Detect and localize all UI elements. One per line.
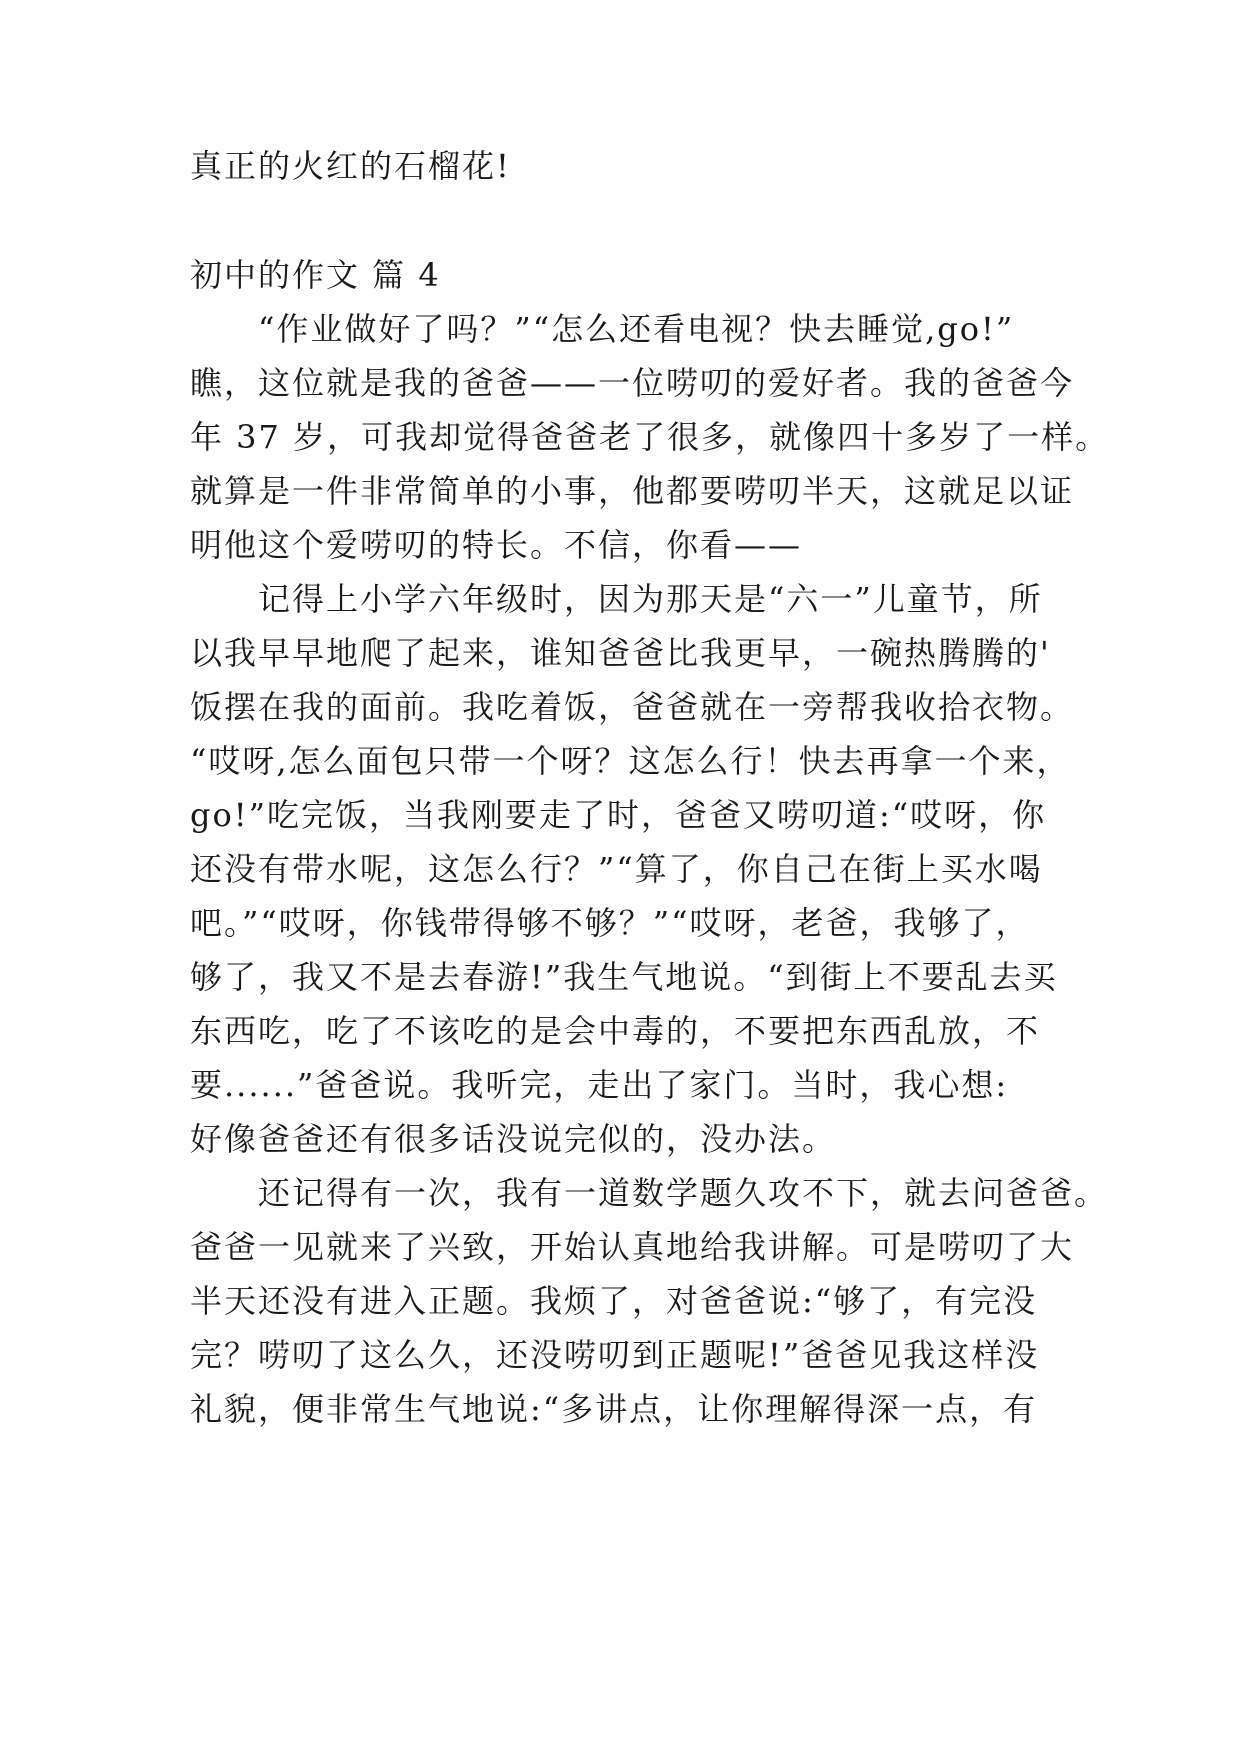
text-line: 要......”爸爸说。我听完，走出了家门。当时，我心想:: [190, 1066, 1009, 1104]
text-line: 好像爸爸还有很多话没说完似的，没办法。: [190, 1120, 837, 1158]
text-line: 以我早早地爬了起来，谁知爸爸比我更早，一碗热腾腾的': [190, 634, 1051, 672]
text-line: go!”吃完饭，当我刚要走了时，爸爸又唠叨道:“哎呀，你: [190, 796, 1047, 834]
text-line: 瞧，这位就是我的爸爸——一位唠叨的爱好者。我的爸爸今: [190, 364, 1075, 402]
text-line: 半天还没有进入正题。我烦了，对爸爸说:“够了，有完没: [190, 1282, 1038, 1320]
text-line: 够了，我又不是去春游!”我生气地说。“到街上不要乱去买: [190, 958, 1058, 996]
text-line: 完？唠叨了这么久，还没唠叨到正题呢!”爸爸见我这样没: [190, 1336, 1040, 1374]
text-line: “哎呀,怎么面包只带一个呀？这怎么行！快去再拿一个来，: [190, 742, 1071, 780]
text-line: 就算是一件非常简单的小事，他都要唠叨半天，这就足以证: [190, 472, 1075, 510]
text-line: 记得上小学六年级时，因为那天是“六一”儿童节，所: [258, 580, 1043, 618]
text-line: 东西吃，吃了不该吃的是会中毒的，不要把东西乱放，不: [190, 1012, 1041, 1050]
text-line: 明他这个爱唠叨的特长。不信，你看——: [190, 526, 803, 564]
text-line: 还没有带水呢，这怎么行？”“算了，你自己在街上买水喝: [190, 850, 1043, 888]
text-line: 年 37 岁，可我却觉得爸爸老了很多，就像四十多岁了一样。: [190, 418, 1110, 456]
text-line: 爸爸一见就来了兴致，开始认真地给我讲解。可是唠叨了大: [190, 1228, 1075, 1266]
text-line: “作业做好了吗？”“怎么还看电视？快去睡觉,go!”: [258, 310, 1015, 348]
text-line: 礼貌，便非常生气地说:“多讲点，让你理解得深一点，有: [190, 1390, 1038, 1428]
section-heading: 初中的作文 篇 4: [190, 256, 441, 294]
text-line: 还记得有一次，我有一道数学题久攻不下，就去问爸爸。: [258, 1174, 1109, 1212]
text-line: 吧。”“哎呀，你钱带得够不够？”“哎呀，老爸，我够了，: [190, 904, 1030, 942]
text-line: 真正的火红的石榴花!: [190, 147, 511, 185]
text-line: 饭摆在我的面前。我吃着饭，爸爸就在一旁帮我收拾衣物。: [190, 688, 1075, 726]
